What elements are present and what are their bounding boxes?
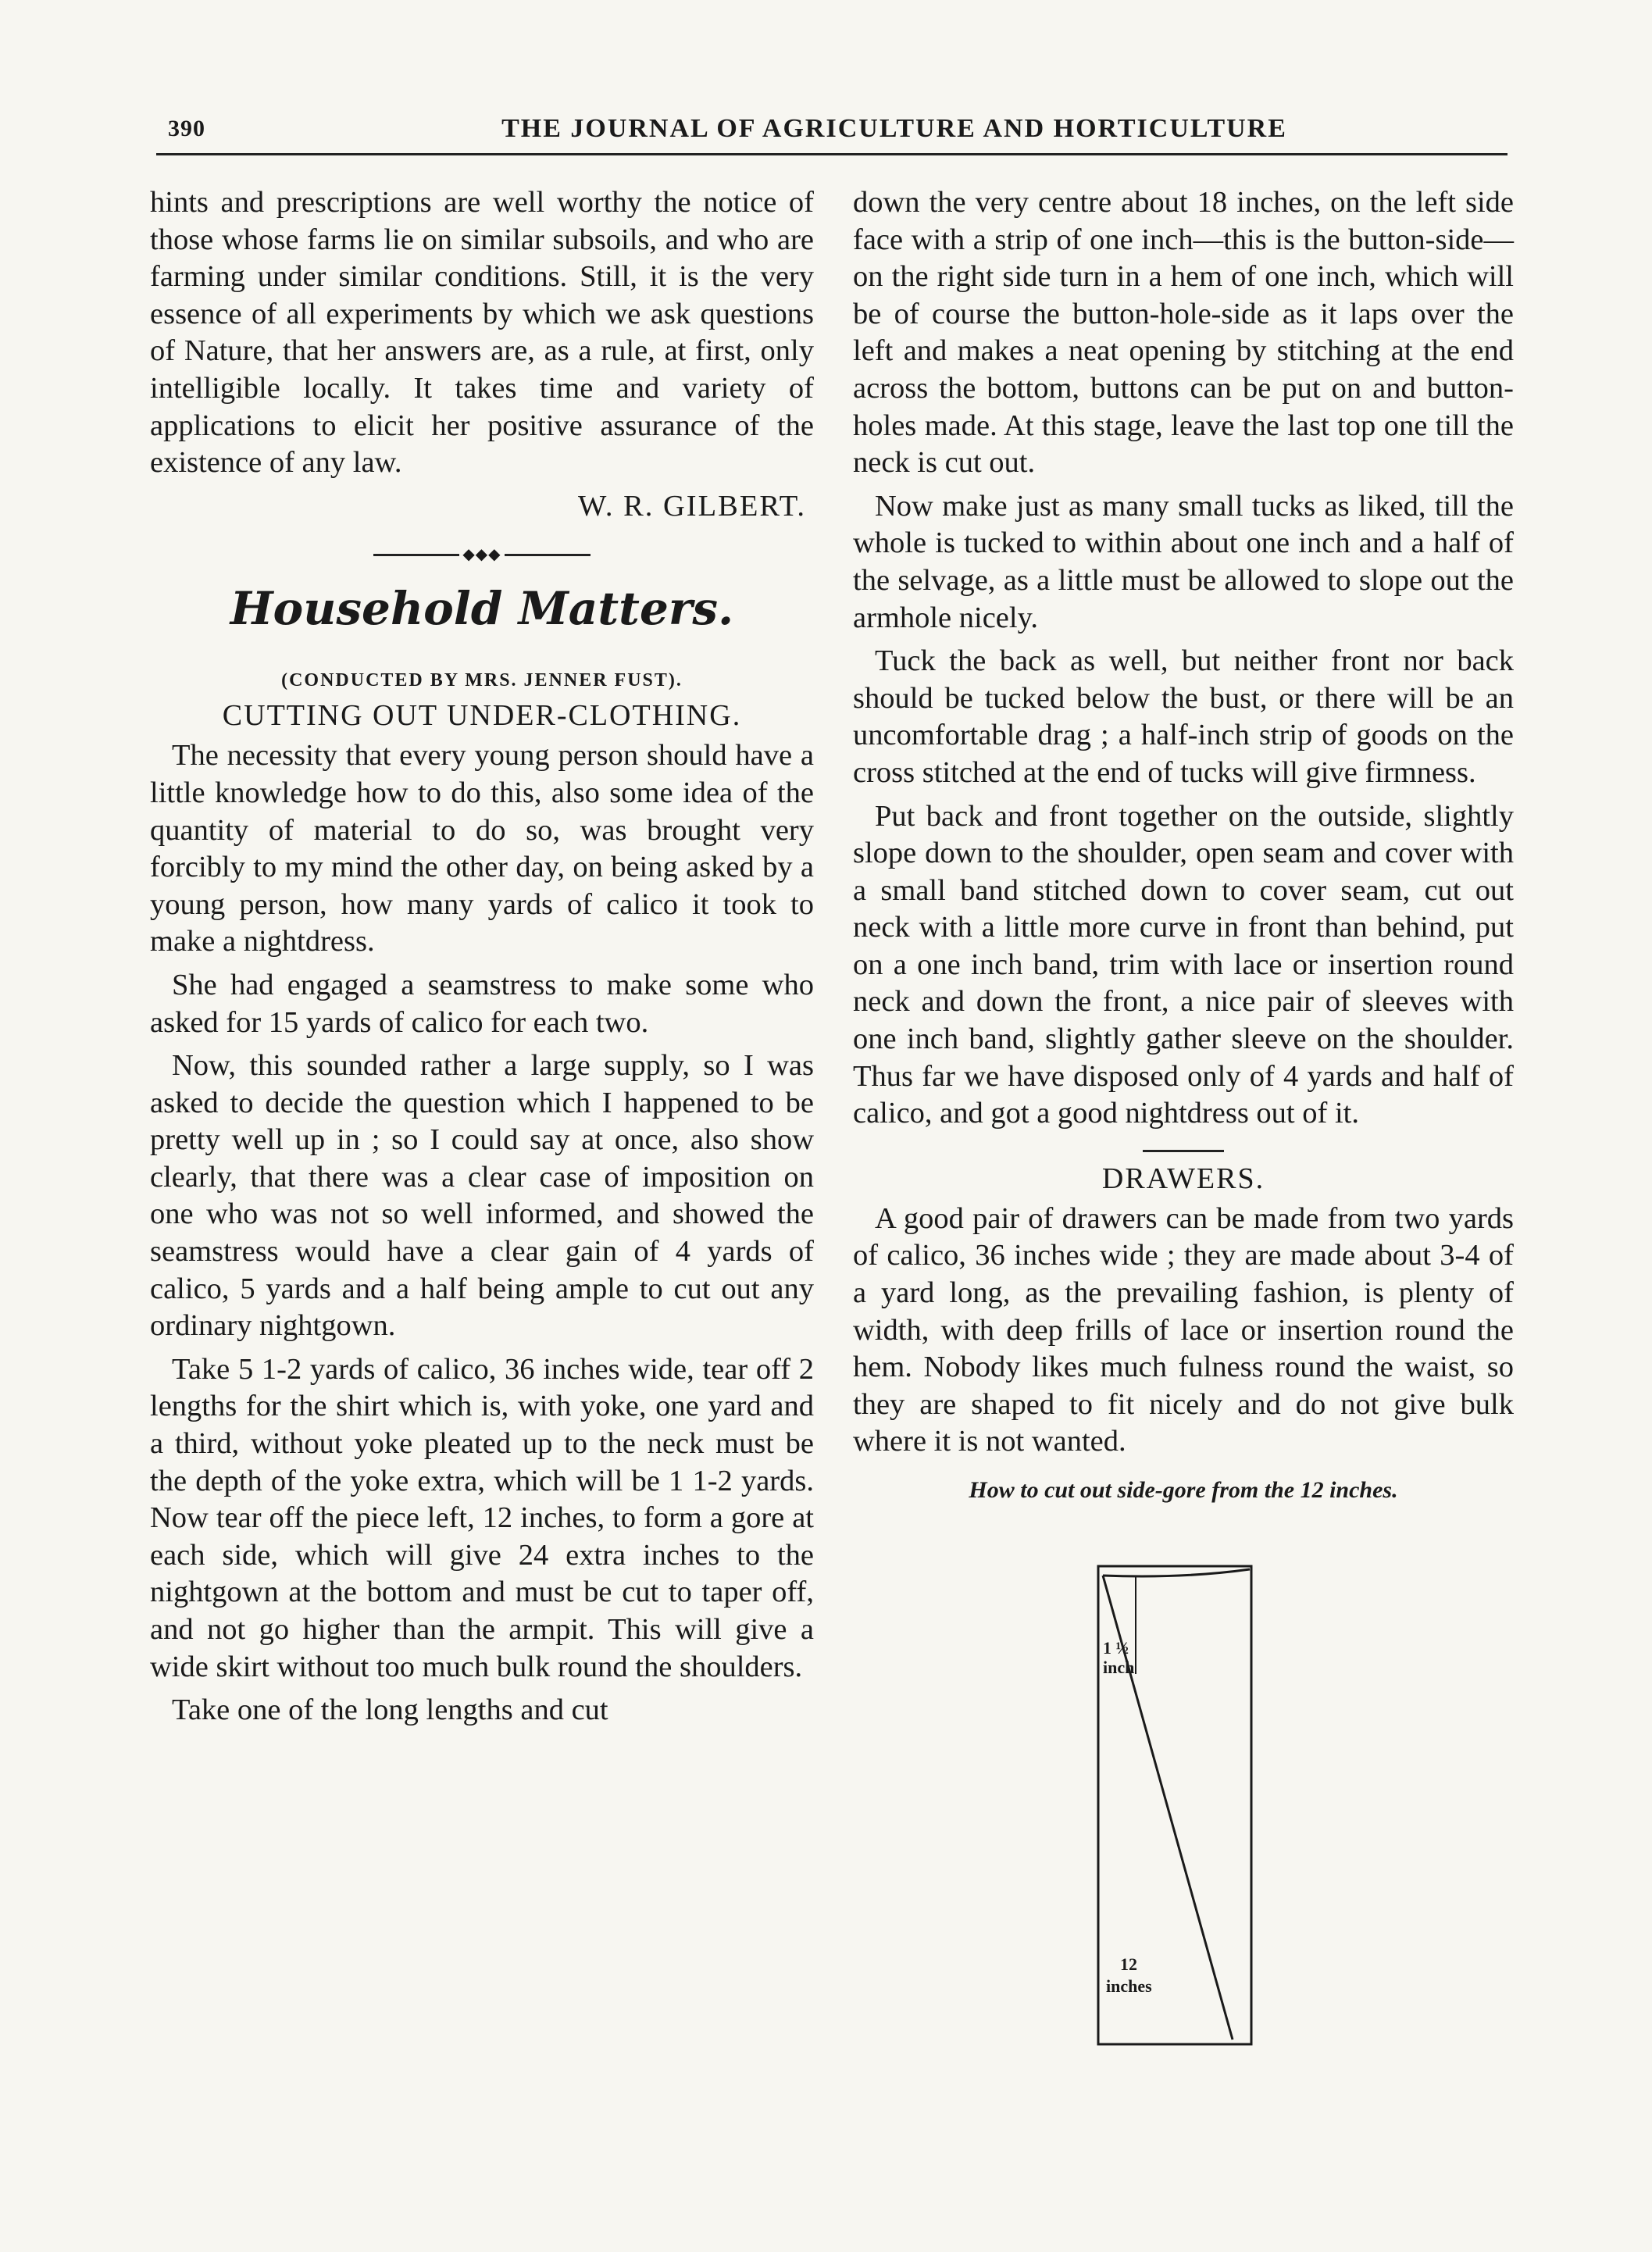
paragraph: Take 5 1-2 yards of calico, 36 inches wide, tear off 2 lengths for the shirt which is, with yoke, one yard and a third, without yoke pleated up to the neck must be the depth of the yoke extra, which will be 1 1-2 yards. Now tear off the piece left, 12 inches, to form a gore at each side, which will give 24 extra inches to the nightgown at the bottom and must be cut to taper off, and not go higher than the armpit. This will give a wide skirt without too much bulk round the shoulders. (150, 1352, 814, 1683)
diagram-label-value: 1 ½ (1103, 1638, 1129, 1658)
paragraph: hints and prescriptions are well worthy the notice of those whose farms lie on similar subsoils, and who are farming under similar conditions. Still, it is the very essence of all experiments by which we ask questions of Nature, that her answers are, as a rule, at first, only intelligible locally. It takes time and variety of applications to elicit her positive assurance of the existence of any law. (150, 186, 814, 480)
left-column (150, 184, 814, 1736)
diagram-label-unit: inches (1106, 1976, 1152, 1996)
paragraph: Put back and front together on the outside, slightly slope down to the shoulder, open seam and cover with a small band stitched down to cover seam, cut out neck with a little more curve in front than behind, put on a one inch band, trim with lace or insertion round neck and down the front, a nice pair of sleeves with one inch band, slightly gather sleeve on the shoulder. Thus far we have disposed only of 4 yards and half of calico, and got a good nightdress out of it. (853, 799, 1514, 1130)
ornament-line (505, 554, 591, 556)
paragraph: The necessity that every young person should have a little knowledge how to do this, also some idea of the quantity of material to do so, was brought very forcibly to my mind the other day, on being asked by a young person, how many yards of calico it took to make a nightdress. (150, 739, 814, 958)
ornament-line (373, 554, 459, 556)
drawers-subheading: DRAWERS. (1101, 1162, 1265, 1195)
page-header (152, 109, 1511, 156)
diagram-label-value: 12 (1120, 1954, 1137, 1974)
byline: (CONDUCTED BY MRS. JENNER FUST). (281, 670, 683, 691)
paragraph: A good pair of drawers can be made from two yards of calico, 36 inches wide ; they are made about 3-4 of a yard long, as the prevailing fashion, is plenty of width, with deep frills of lace or insertion round the hem. Nobody likes much fulness round the waist, so they are shaped to fit nicely and do not give bulk where it is not wanted. (853, 1201, 1514, 1458)
paragraph: Tuck the back as well, but neither front nor back should be tucked below the bust, or there will be an uncomfortable drag ; a half-inch strip of goods on the cross stitched at the end of tucks will give firmness. (853, 644, 1514, 789)
running-title: THE JOURNAL OF AGRICULTURE AND HORTICULTURE (501, 114, 1287, 143)
ornament-diamonds-icon: ◆◆◆ (462, 546, 501, 564)
paragraph: Take one of the long lengths and cut (172, 1693, 608, 1727)
paragraph: down the very centre about 18 inches, on the left side face with a strip of one inch—this is the button-side—on the right side turn in a hem of one inch, which will be of course the button-hole-side as it laps over the left and makes a neat opening by stitching at the end across the bottom, buttons can be put on and button-holes made. At this stage, leave the last top one till the neck is cut out. (853, 186, 1514, 480)
section-title: Household Matters. (230, 582, 734, 636)
page-number: 390 (168, 116, 205, 141)
right-column (853, 184, 1514, 1506)
article-subheading: CUTTING OUT UNDER-CLOTHING. (222, 699, 742, 733)
figure-caption: How to cut out side-gore from the 12 inches. (969, 1477, 1398, 1503)
paragraph: Now make just as many small tucks as liked, till the whole is tucked to within about one inch and a half of the selvage, as a little must be allowed to slope out the armhole nicely. (853, 489, 1514, 634)
paragraph: She had engaged a seamstress to make some who asked for 15 yards of calico for each two. (150, 968, 814, 1039)
author-signature: W. R. GILBERT. (578, 489, 806, 523)
curve-line (1103, 1569, 1250, 1576)
ornament-divider (150, 545, 814, 564)
side-gore-diagram (1097, 1565, 1253, 2049)
diagram-label-unit: inch (1103, 1658, 1135, 1677)
header-rule (156, 153, 1507, 155)
section-rule (1143, 1150, 1224, 1152)
paragraph: Now, this sounded rather a large supply, so I was asked to decide the question which I happened to be pretty well up in ; so I could say at once, also show clearly, that there was a clear case of imposition on one who was not so well informed, and showed the seamstress would have a clear gain of 4 yards of calico, 5 yards and a half being ample to cut out any ordinary nightgown. (150, 1049, 814, 1343)
